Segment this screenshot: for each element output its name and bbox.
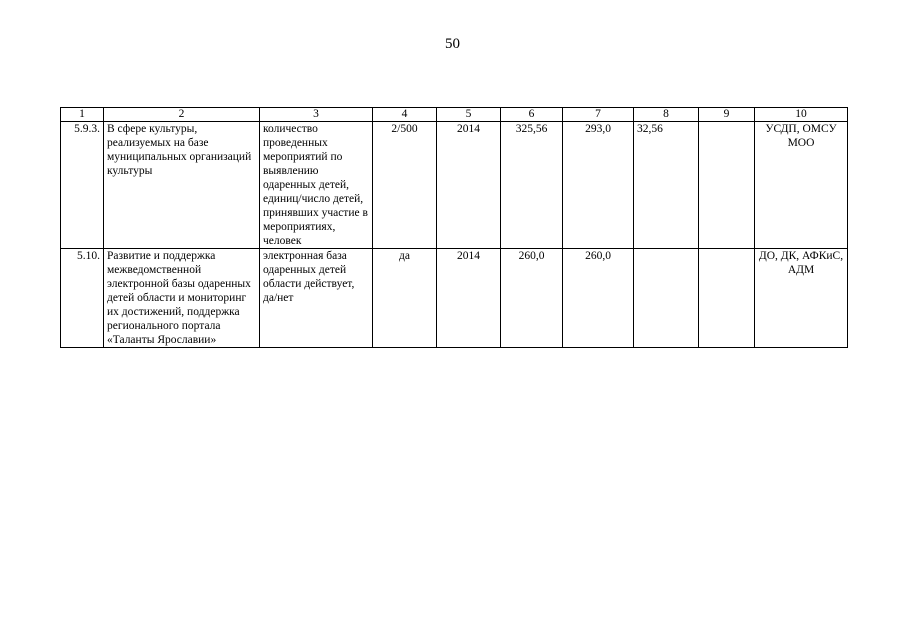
executors: ДО, ДК, АФКиС, АДМ (755, 249, 848, 348)
header-col-9: 9 (699, 108, 755, 122)
header-col-6: 6 (501, 108, 563, 122)
header-col-10: 10 (755, 108, 848, 122)
header-col-8: 8 (634, 108, 699, 122)
total-funding: 260,0 (501, 249, 563, 348)
other-sources (699, 249, 755, 348)
header-col-4: 4 (373, 108, 437, 122)
header-col-2: 2 (104, 108, 260, 122)
header-col-7: 7 (563, 108, 634, 122)
year: 2014 (437, 122, 501, 249)
header-col-5: 5 (437, 108, 501, 122)
measure-name: Развитие и поддержка межведомственной электронной базы одаренных детей области и мониторинг их достижений, поддержка регионального портала «Таланты Ярославии» (104, 249, 260, 348)
indicator: количество проведенных мероприятий по выявлению одаренных детей, единиц/число детей, принявших участие в мероприятиях, человек (260, 122, 373, 249)
header-row (61, 108, 848, 122)
header-col-1: 1 (61, 108, 104, 122)
indicator: электронная база одаренных детей области действует, да/нет (260, 249, 373, 348)
indicator-value: да (373, 249, 437, 348)
row-number: 5.9.3. (61, 122, 104, 249)
header-col-3: 3 (260, 108, 373, 122)
page-number: 50 (445, 36, 460, 52)
row-number: 5.10. (61, 249, 104, 348)
table-row (61, 249, 848, 348)
local-budget (634, 249, 699, 348)
total-funding: 325,56 (501, 122, 563, 249)
table-row (61, 122, 848, 249)
indicator-value: 2/500 (373, 122, 437, 249)
local-budget: 32,56 (634, 122, 699, 249)
regional-budget: 260,0 (563, 249, 634, 348)
regional-budget: 293,0 (563, 122, 634, 249)
measure-name: В сфере культуры, реализуемых на базе муниципальных организаций культуры (104, 122, 260, 249)
other-sources (699, 122, 755, 249)
program-table (60, 107, 848, 348)
executors: УСДП, ОМСУ МОО (755, 122, 848, 249)
year: 2014 (437, 249, 501, 348)
